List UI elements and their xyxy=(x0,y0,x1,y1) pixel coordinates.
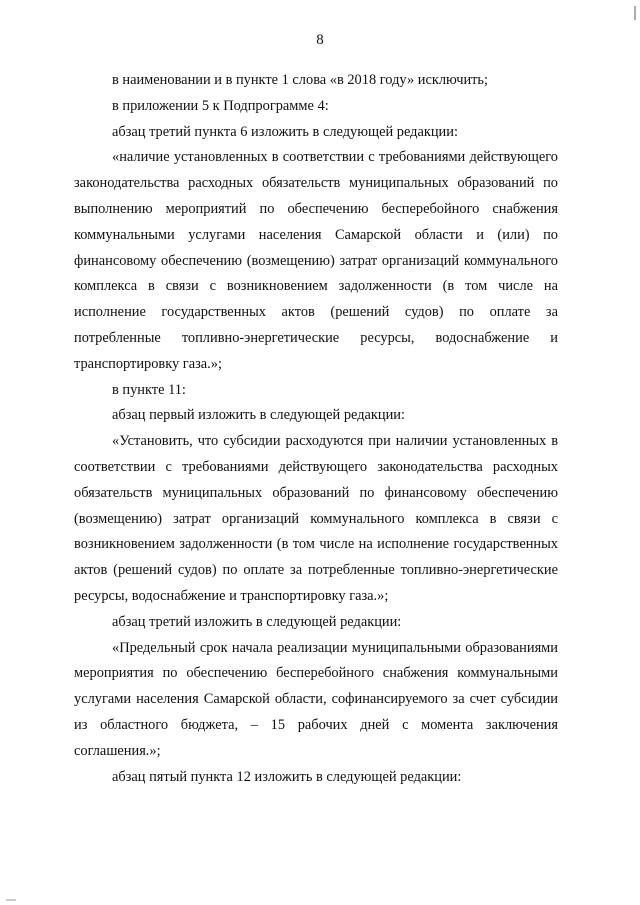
page-number: 8 xyxy=(316,32,324,48)
paragraph: абзац пятый пункта 12 изложить в следующей редакции: xyxy=(112,768,462,785)
scan-artifact-mark xyxy=(634,6,636,20)
document-body xyxy=(74,68,558,790)
paragraph: «Предельный срок начала реализации муниципальными образованиями мероприятия по обеспечению бесперебойного снабжения коммунальными услугами населения Самарской области, софинансируемого за счет субсидии из областного бюджета, – 15 рабочих дней с момента заключения соглашения.»; xyxy=(74,639,558,759)
paragraph: абзац третий пункта 6 изложить в следующей редакции: xyxy=(112,123,458,140)
paragraph: «наличие установленных в соответствии с требованиями действующего законодательства расходных обязательств муниципальных образований по выполнению мероприятий по обеспечению бесперебойного снабжения коммунальными услугами населения Самарской области и (или) по финансовому обеспечению (возмещению) затрат организаций коммунального комплекса в связи с возникновением задолженности (в том числе на исполнение государственных актов (решений судов) по оплате за потребленные топливно-энергетические ресурсы, водоснабжение и транспортировку газа.»; xyxy=(74,149,558,372)
paragraph: абзац третий изложить в следующей редакции: xyxy=(112,613,402,630)
scan-artifact-mark xyxy=(6,899,16,901)
paragraph: «Установить, что субсидии расходуются при наличии установленных в соответствии с требованиями действующего законодательства расходных обязательств муниципальных образований по финансовому обеспечению (возмещению) затрат организаций коммунального комплекса в связи с возникновением задолженности (в том числе на исполнение государственных актов (решений судов) по оплате за потребленные топливно-энергетические ресурсы, водоснабжение и транспортировку газа.»; xyxy=(74,433,558,604)
paragraph: в наименовании и в пункте 1 слова «в 2018 году» исключить; xyxy=(112,72,488,88)
paragraph: абзац первый изложить в следующей редакции: xyxy=(112,407,406,424)
paragraph: в пункте 11: xyxy=(112,381,186,398)
paragraph: в приложении 5 к Подпрограмме 4: xyxy=(112,97,329,114)
